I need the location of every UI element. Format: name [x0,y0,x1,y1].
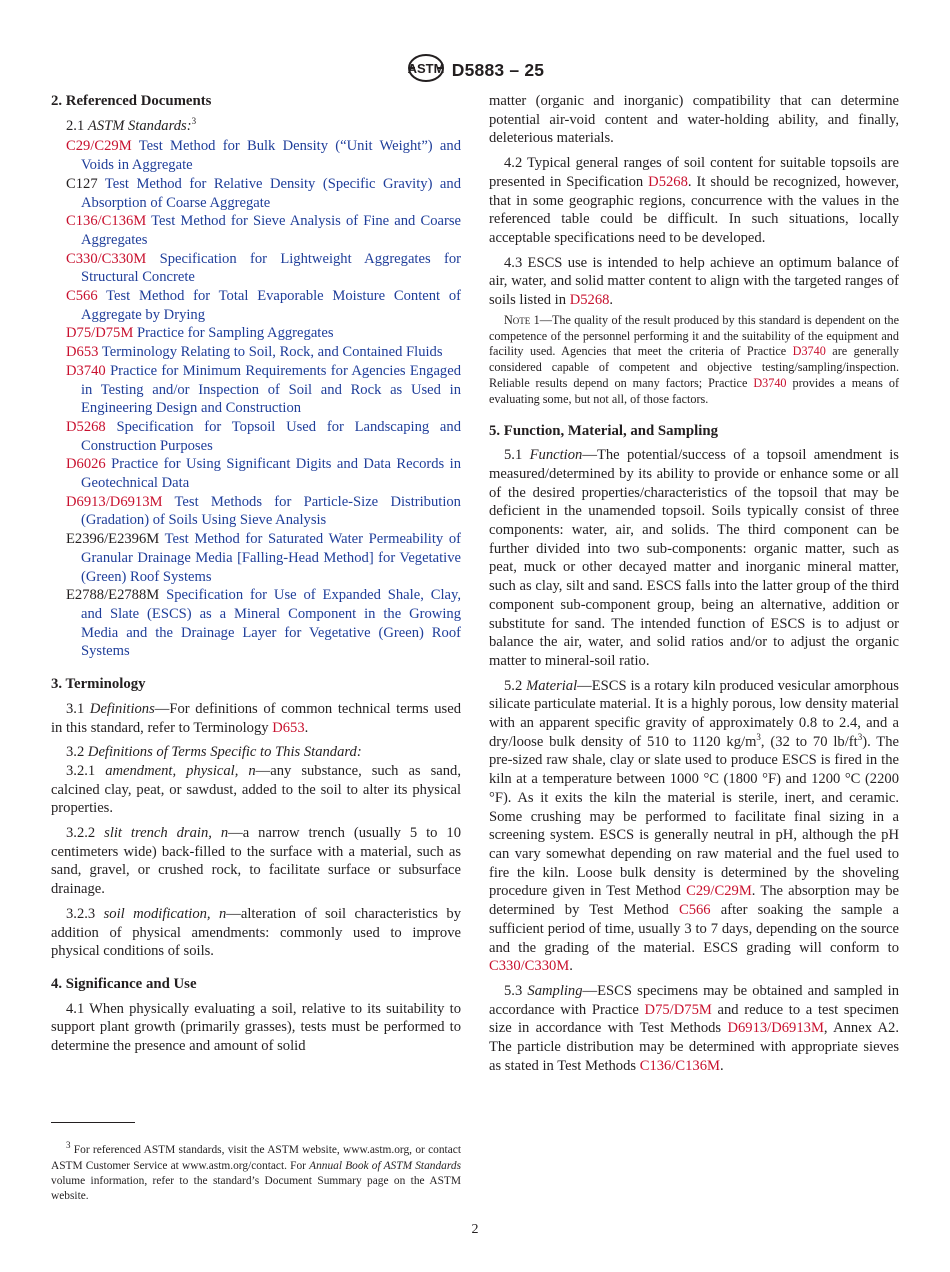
left-column [51,92,461,1056]
reference-entry [51,418,461,455]
footnote-3: $^3$ For referenced ASTM standards, visit the ASTM website, www.astm.org, or contact ASTM Customer Service at www.astm.org/contact. For Annual Book of ASTM Standards volume information, refer to the standard’s Document Summary page on the ASTM website. [51,1140,462,1202]
link-c29[interactable]: C29/C29M [686,883,752,900]
para-4-2: 4.2 Typical general ranges of soil content for suitable topsoils are presented in Specification D5268. It should be recognized, however, that in some geographic regions, concurrence with the values in the referenced table could be difficult. In such situations, locally acceptable specifications need to be developed. [489,155,899,246]
astm-logo-icon [406,52,446,89]
reference-list [51,137,461,661]
reference-code[interactable]: D6913/D6913M [66,493,163,510]
reference-title-link[interactable]: Specification for Lightweight Aggregates for Structural Concrete [81,250,461,286]
reference-code[interactable]: D75/D75M [66,325,134,342]
reference-title-link[interactable]: Test Method for Total Evaporable Moisture Content of Aggregate by Drying [81,288,461,323]
svg-text:ASTM: ASTM [407,61,445,76]
link-d3740[interactable]: D3740 [753,375,787,390]
reference-entry [51,212,461,249]
reference-code[interactable]: D6026 [66,456,106,473]
reference-title-link[interactable]: Test Method for Relative Density (Specific Gravity) and Absorption of Coarse Aggregate [81,175,461,211]
reference-entry [51,493,461,530]
link-d3740[interactable]: D3740 [792,344,826,359]
reference-code[interactable]: D3740 [66,362,106,379]
reference-title-link[interactable]: Test Method for Bulk Density (“Unit Weight”) and Voids in Aggregate [81,138,461,174]
para-3-2-3: 3.2.3 soil modification, n—alteration of soil characteristics by addition of physical amendments: commonly used to improve physical conditions of soils. [51,905,461,960]
page-header [0,52,950,89]
reference-code[interactable]: D653 [66,344,99,361]
link-c136[interactable]: C136/C136M [639,1057,720,1074]
reference-title-link[interactable]: Specification for Use of Expanded Shale, Clay, and Slate (ESCS) as a Mineral Component in the Growing Media and the Drainage Layer for Vegetative (Green) Roof Systems [81,587,461,660]
para-3-2-1: 3.2.1 amendment, physical, n—any substance, such as sand, calcined clay, peat, or sawdust, added to the soil to alter its physical properties. [51,762,461,817]
reference-code[interactable]: C330/C330M [66,250,147,267]
reference-title-link[interactable]: Test Methods for Particle-Size Distribution (Gradation) of Soils Using Sieve Analysis [81,493,461,529]
link-c330[interactable]: C330/C330M [489,958,570,975]
reference-code: C127 [66,175,98,192]
reference-entry [51,324,461,343]
reference-title-link[interactable]: Practice for Sampling Aggregates [136,325,334,342]
section-5-heading: 5. Function, Material, and Sampling [489,422,718,439]
note-1: Note 1—The quality of the result produced by this standard is dependent on the competence of the personnel performing it and the suitability of the equipment and facility used. Agencies that meet the criteria of Practice D3740 are generally considered capable of competent and objective testing/sampling/inspection. Reliable results depend on many factors; Practice D3740 provides a means of evaluating some, but not all, of those factors. [489,312,900,406]
reference-title-link[interactable]: Specification for Topsoil Used for Landscaping and Construction Purposes [81,418,462,454]
para-4-3: 4.3 ESCS use is intended to help achieve an optimum balance of air, water, and solid matter content to align with the targeted ranges of soils listed in D5268. [489,254,899,309]
link-d6913[interactable]: D6913/D6913M [727,1020,824,1037]
link-d653[interactable]: D653 [272,719,305,736]
reference-entry [51,343,461,362]
link-c566[interactable]: C566 [678,902,711,919]
right-column [489,92,899,1075]
reference-title-link[interactable]: Test Method for Saturated Water Permeability of Granular Drainage Media [Falling-Head Method] for Vegetative (Green) Roof Systems [81,531,461,585]
reference-entry [51,250,461,287]
link-d75[interactable]: D75/D75M [644,1001,712,1018]
reference-entry [51,586,461,661]
reference-entry [51,175,461,212]
para-5-1: 5.1 Function—The potential/success of a topsoil amendment is measured/determined by its ability to provide or enhance some or all of the desired properties/characteristics of the topsoil that may be deficient in the unamended topsoil. Soils typically consist of three components: water, air, and solids. The third component can be further divided into two sub-components: organic matter, such as peat, muck or other decayed matter and inorganic mineral matter, such as clay, silt and sand. ESCS falls into the latter group of the third component sub-component group, being an alternative, addition or substitute for sand. The intended function of ESCS is to adjust or balance the air, water, and solid ratios and/or to adjust the organic matter to mineral-soil ratio. [489,447,899,669]
para-3-1: 3.1 Definitions—For definitions of common technical terms used in this standard, refer to Terminology D653. [51,700,462,736]
page-number: 2 [471,1222,479,1237]
reference-title-link[interactable]: Test Method for Sieve Analysis of Fine and Coarse Aggregates [81,213,461,248]
footnote-rule [51,1122,135,1123]
reference-code[interactable]: C566 [66,288,98,305]
section-3-heading: 3. Terminology [51,676,146,693]
para-5-3: 5.3 Sampling—ESCS specimens may be obtained and sampled in accordance with Practice D75/D75M and reduce to a test specimen size in accordance with Test Methods D6913/D6913M, Annex A2. The particle distribution may be determined with appropriate sieves as stated in Test Methods C136/C136M. [489,982,899,1074]
reference-entry [51,362,461,418]
reference-code[interactable]: C136/C136M [66,213,147,230]
reference-entry [51,137,461,174]
para-3-2-2: 3.2.2 slit trench drain, n—a narrow trench (usually 5 to 10 centimeters wide) back-filled to the surface with a material, such as sand, gravel, or crushed rock, to facilitate surface or subsurface drainage. [51,825,461,898]
reference-title-link[interactable]: Practice for Minimum Requirements for Agencies Engaged in Testing and/or Inspection of Soil and Rock as Used in Engineering Design and Construction [81,362,461,417]
reference-code: E2788/E2788M [66,587,160,604]
section-4-heading: 4. Significance and Use [51,975,197,992]
para-3-2: 3.2 Definitions of Terms Specific to This Standard: [66,744,362,761]
para-4-1-start: 4.1 When physically evaluating a soil, relative to its suitability to support plant growth (primarily grasses), tests must be performed to determine the presence and amount of solid [51,1000,461,1055]
reference-entry [51,455,461,492]
section-2-heading: 2. Referenced Documents [51,93,212,109]
reference-entry [51,287,461,324]
para-4-1-cont: matter (organic and inorganic) compatibility that can determine potential air-void content and water-holding ability, and finally, deleterious materials. [489,93,899,147]
reference-title-link[interactable]: Practice for Using Significant Digits and Data Records in Geotechnical Data [81,456,461,492]
link-d5268[interactable]: D5268 [648,173,688,190]
reference-code[interactable]: C29/C29M [66,138,132,155]
document-designation: D5883 – 25 [451,60,545,80]
reference-title-link[interactable]: Terminology Relating to Soil, Rock, and Contained Fluids [101,344,443,361]
reference-entry [51,530,461,586]
link-d5268[interactable]: D5268 [569,292,610,309]
astm-standards-subheading: 2.1 ASTM Standards:$^3$ [66,115,197,134]
reference-code[interactable]: D5268 [66,418,106,435]
reference-code: E2396/E2396M [66,531,160,548]
para-5-2: 5.2 Material—ESCS is a rotary kiln produced vesicular amorphous silicate particulate material. It is a highly porous, low density material with an apparent specific gravity of approximately 0.8 to 2.4, and a dry/loose bulk density of 510 to 1120 $kg/m^3$, (32 to 70 $lb/ft^3$). The pre-sized raw shale, clay or slate used to produce ESCS is fired in the kiln at a temperature between 1000 °C (1800 °F) and 1200 °C (2200 °F). As it exits the kiln the material is sterile, inert, and ceramic. Some crushing may be performed to facilitate final sizing in a screening system. ESCS is generally neutral in pH, although the pH can vary somewhat depending on raw material and the fuel used to fire the kiln. Loose bulk density is determined by the shoveling procedure given in Test Method C29/C29M. The absorption may be determined by Test Method C566 after soaking the sample a sufficient period of time, usually 3 to 7 days, depending on the source and the grading of the material. ESCS grading will conform to C330/C330M. [489,677,900,975]
